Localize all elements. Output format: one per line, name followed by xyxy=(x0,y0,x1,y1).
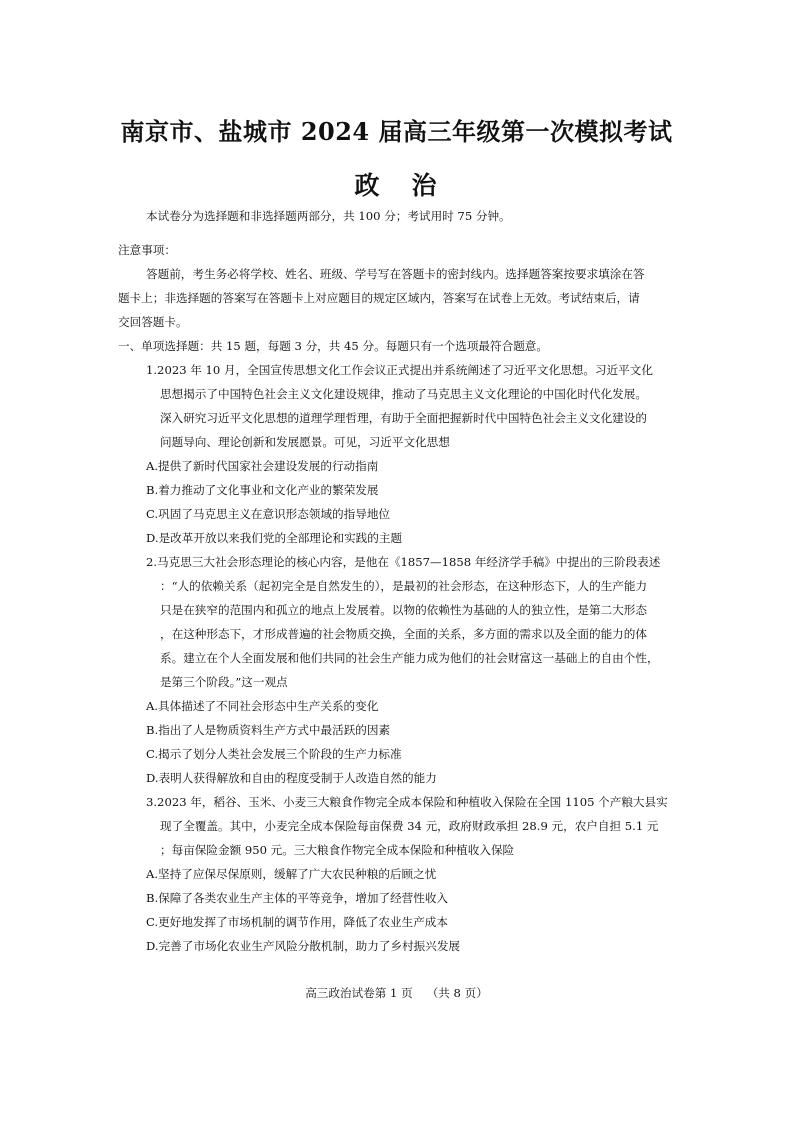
question-2-stem-line: 是第三个阶段。”这一观点 xyxy=(160,675,288,689)
question-3-option-a[interactable]: A.坚持了应保尽保原则，缓解了广大农民种粮的后顾之忧 xyxy=(146,867,437,881)
subject-heading xyxy=(0,166,793,202)
question-1-stem-line: 思想揭示了中国特色社会主义文化建设规律，推动了马克思主义文化理论的中国化时代化发展。 xyxy=(160,387,647,401)
question-1-stem-line: 问题导向、理论创新和发展愿景。可见，习近平文化思想 xyxy=(160,435,450,449)
question-1-option-d[interactable]: D.是改革开放以来我们党的全部理论和实践的主题 xyxy=(146,531,403,545)
exam-intro: 本试卷分为选择题和非选择题两部分，共 100 分；考试用时 75 分钟。 xyxy=(146,209,511,223)
question-2-stem-line: ，在这种形态下，才形成普遍的社会物质交换，全面的关系，多方面的需求以及全面的能力的体 xyxy=(160,627,647,641)
question-3-stem-line: 3.2023 年，稻谷、玉米、小麦三大粮食作物完全成本保险和种植收入保险在全国 1105 个产粮大县实 xyxy=(146,795,668,809)
page-footer xyxy=(0,985,793,1001)
page-number-label: 高三政治试卷第 1 页 xyxy=(305,986,413,1000)
question-2-option-a[interactable]: A.具体描述了不同社会形态中生产关系的变化 xyxy=(146,699,379,713)
exam-title: 南京市、盐城市 2024 届高三年级第一次模拟考试 xyxy=(120,117,673,146)
question-3-option-d[interactable]: D.完善了市场化农业生产风险分散机制，助力了乡村振兴发展 xyxy=(146,939,461,953)
notice-heading: 注意事项： xyxy=(118,243,176,257)
question-1-option-a[interactable]: A.提供了新时代国家社会建设发展的行动指南 xyxy=(146,459,379,473)
question-2-stem-line: ：“人的依赖关系（起初完全是自然发生的），是最初的社会形态，在这种形态下，人的生产能力 xyxy=(160,579,648,593)
question-2-stem-line: 系。建立在个人全面发展和他们共同的社会生产能力成为他们的社会财富这一基础上的自由个性， xyxy=(160,651,659,665)
question-2-stem-line: 只是在狭窄的范围内和孤立的地点上发展着。以物的依赖性为基础的人的独立性，是第二大形态 xyxy=(160,603,647,617)
question-1-stem-line: 1.2023 年 10 月，全国宣传思想文化工作会议正式提出并系统阐述了习近平文化思想。习近平文化 xyxy=(146,363,653,377)
notice-line: 答题前，考生务必将学校、姓名、班级、学号写在答题卡的密封线内。选择题答案按要求填涂在答 xyxy=(146,267,645,281)
question-2-option-c[interactable]: C.揭示了划分人类社会发展三个阶段的生产力标准 xyxy=(146,747,402,761)
question-3-stem-line: 现了全覆盖。其中，小麦完全成本保险每亩保费 34 元，政府财政承担 28.9 元，农户自担 5.1 元 xyxy=(160,819,659,833)
question-2-stem-line: 2.马克思三大社会形态理论的核心内容，是他在《1857—1858 年经济学手稿》中提出的三阶段表述 xyxy=(146,555,661,569)
question-3-stem-line: ；每亩保险金额 950 元。三大粮食作物完全成本保险和种植收入保险 xyxy=(160,843,515,857)
notice-line: 交回答题卡。 xyxy=(118,315,188,329)
question-1-option-c[interactable]: C.巩固了马克思主义在意识形态领域的指导地位 xyxy=(146,507,391,521)
notice-line: 题卡上；非选择题的答案写在答题卡上对应题目的规定区域内，答案写在试卷上无效。考试结束后，请 xyxy=(118,291,640,305)
subject-char-2: 治 xyxy=(411,171,439,200)
question-2-option-b[interactable]: B.指出了人是物质资料生产方式中最活跃的因素 xyxy=(146,723,391,737)
total-pages-label: （共 8 页） xyxy=(426,986,488,1000)
question-2-option-d[interactable]: D.表明人获得解放和自由的程度受制于人改造自然的能力 xyxy=(146,771,437,785)
question-1-option-b[interactable]: B.着力推动了文化事业和文化产业的繁荣发展 xyxy=(146,483,379,497)
question-3-option-c[interactable]: C.更好地发挥了市场机制的调节作用，降低了农业生产成本 xyxy=(146,915,448,929)
question-3-option-b[interactable]: B.保障了各类农业生产主体的平等竞争，增加了经营性收入 xyxy=(146,891,449,905)
question-1-stem-line: 深入研究习近平文化思想的道理学理哲理，有助于全面把握新时代中国特色社会主义文化建设的 xyxy=(160,411,647,425)
section-heading: 一、单项选择题：共 15 题，每题 3 分，共 45 分。每题只有一个选项最符合题意。 xyxy=(118,339,548,353)
subject-char-1: 政 xyxy=(354,171,382,200)
